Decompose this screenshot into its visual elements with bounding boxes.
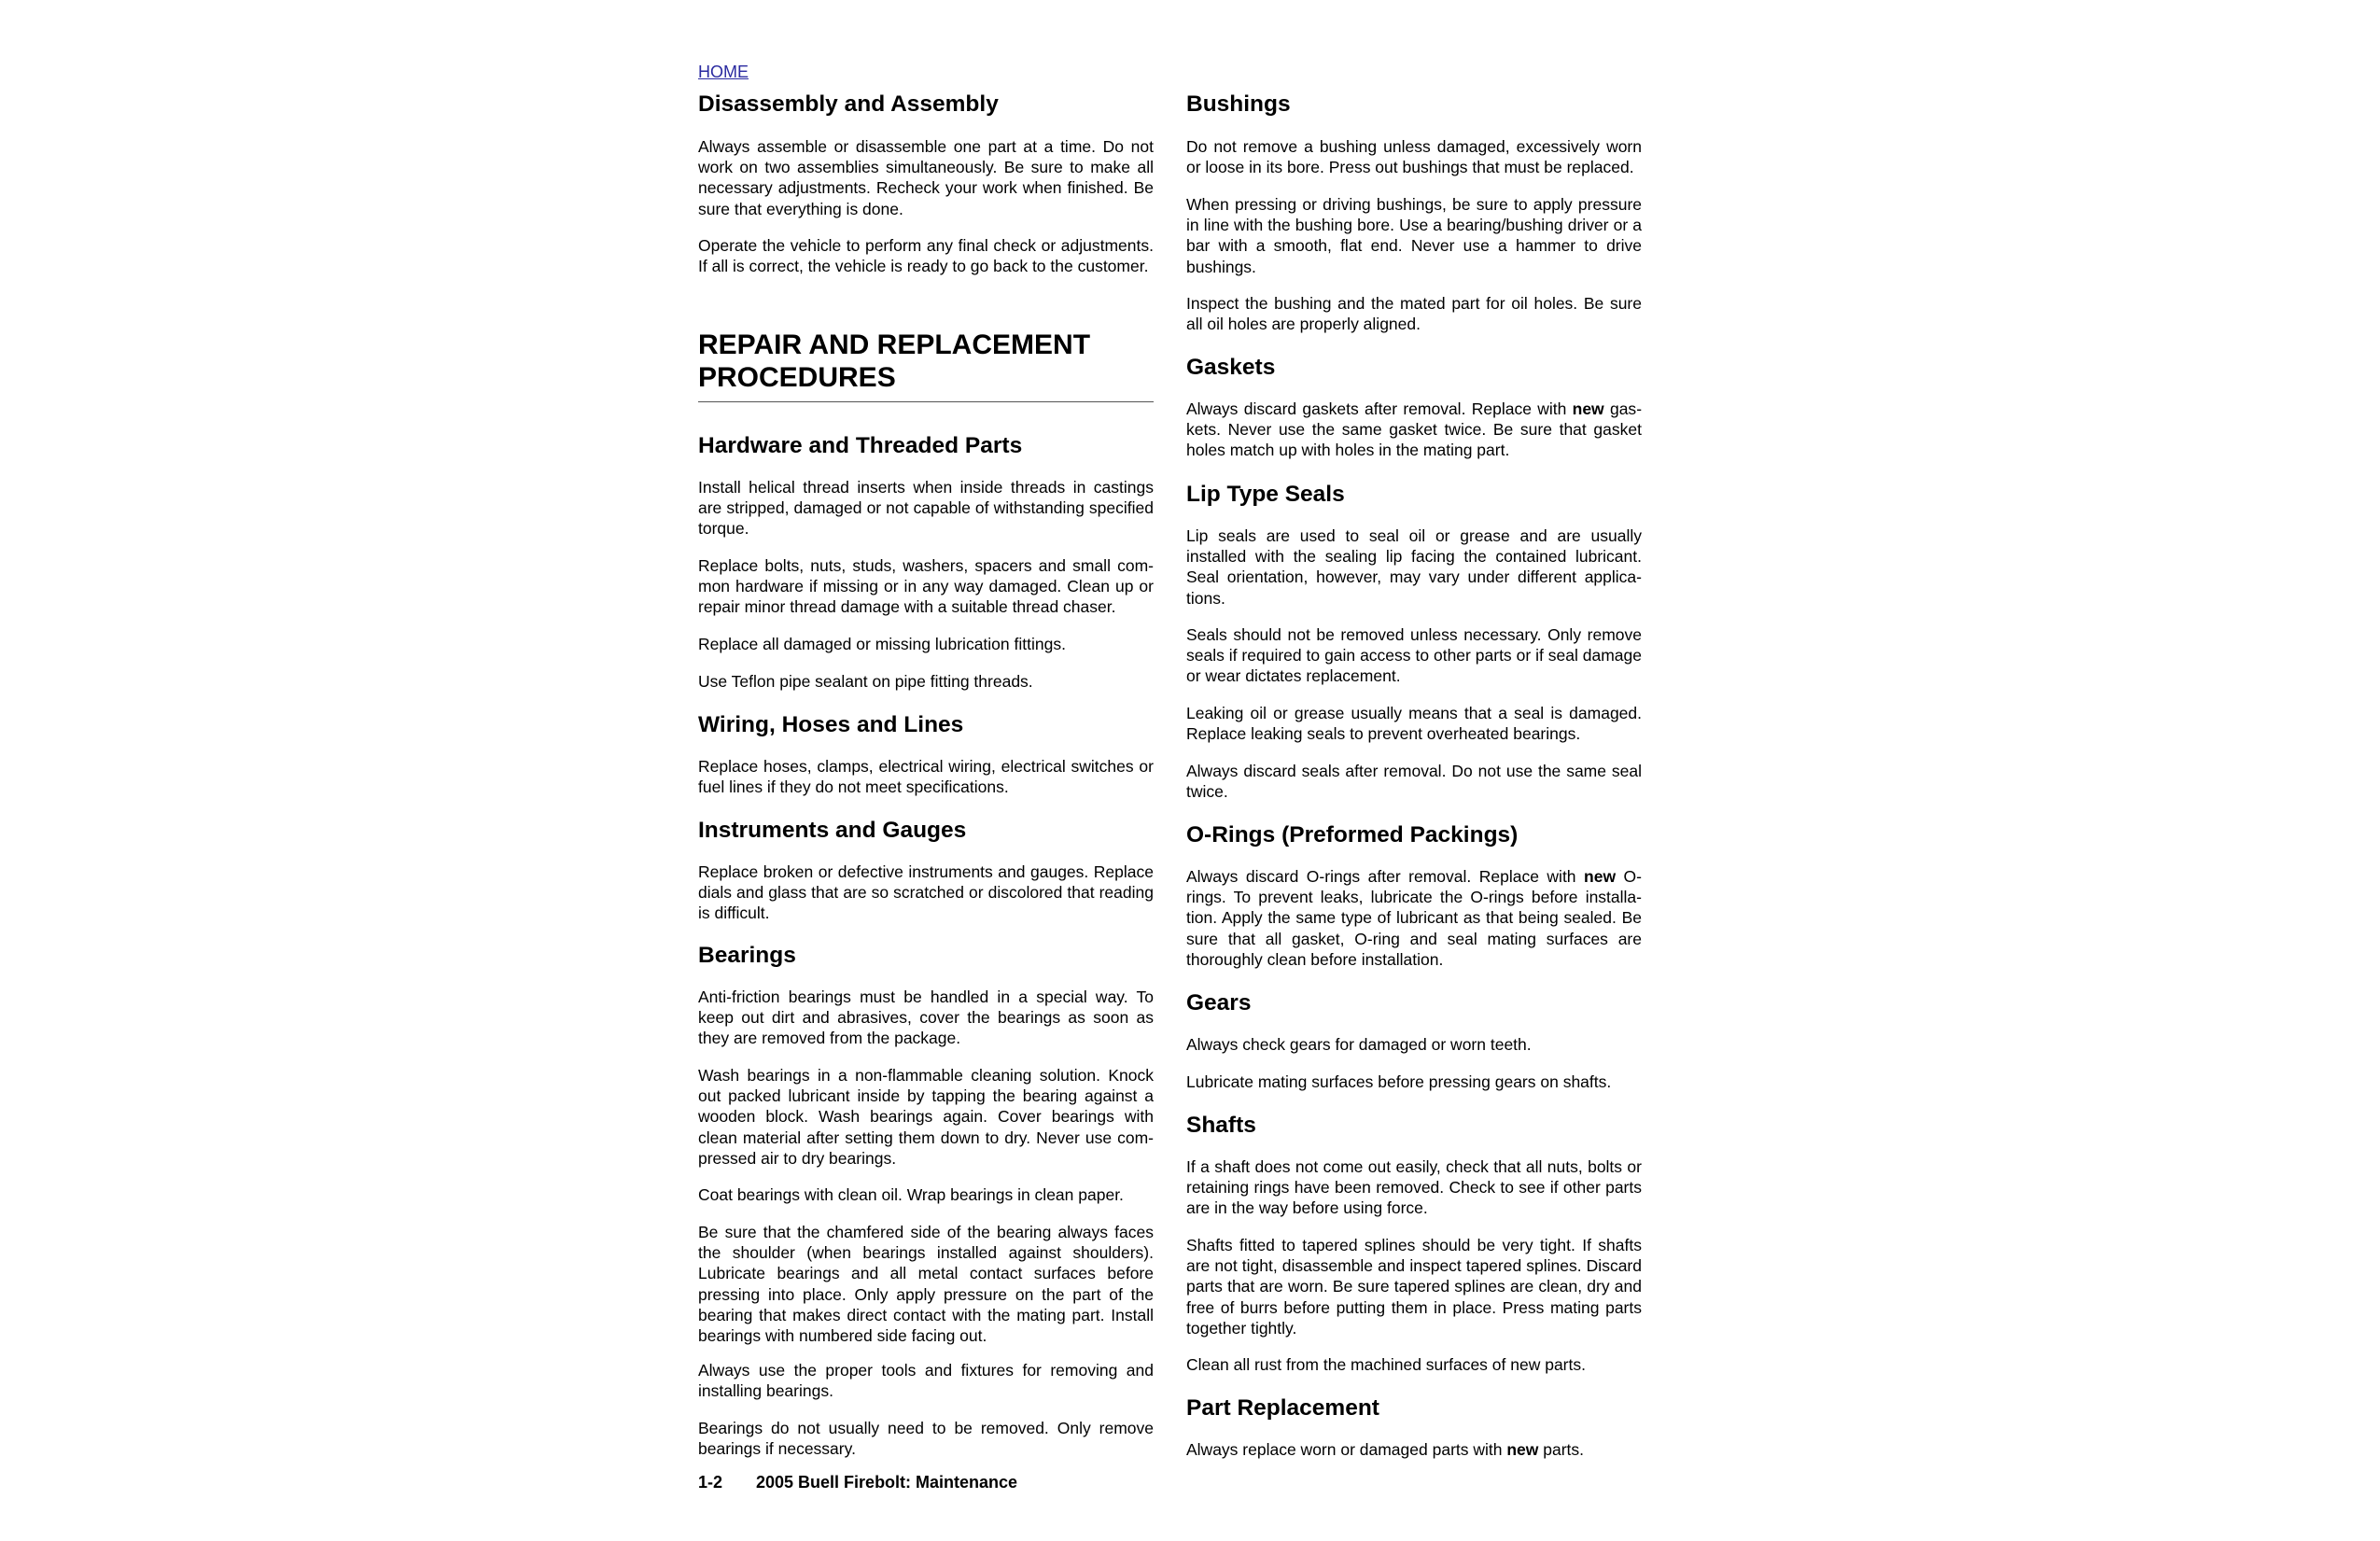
section-title: Gaskets [1186, 355, 1276, 380]
paragraph-block [1186, 1034, 1642, 1055]
paragraph-block [1186, 624, 1642, 687]
paragraph: Always use the proper tools and fixtures for removing and installing bearings. [698, 1361, 1154, 1401]
paragraph: Shafts fitted to tapered splines should be very tight. If shafts are not tight, disassemble and inspect tapered splines. Discard parts that are worn. Be sure tapered splines are clean, dry and free of burrs before putting them in place. Press mating parts together tightly. [1186, 1236, 1642, 1338]
paragraph: Wash bearings in a non-flammable cleaning solution. Knock out packed lubricant inside by tapping the bearing against a wooden block. Wash bearings again. Cover bearings with clean material after setting them down to dry. Never use compressed air to dry bearings. [698, 1066, 1154, 1168]
paragraph: If a shaft does not come out easily, check that all nuts, bolts or retaining rings have been removed. Check to see if other parts are in the way before using force. [1186, 1157, 1642, 1218]
paragraph-block [698, 477, 1154, 539]
paragraph: Lip seals are used to seal oil or grease and are usually installed with the sealing lip facing the contained lubricant. Seal orientation, however, may vary under different applications. [1186, 526, 1642, 608]
section-bearings [698, 942, 1154, 970]
paragraph: Coat bearings with clean oil. Wrap bearings in clean paper. [698, 1185, 1124, 1204]
text-run: O-rings. To prevent leaks, lubricate the O-rings before installation. Apply the same type of lubricant as that being sealed. Be sure that all gasket, O-ring and seal mating surfaces are thoroughly clean before installation. [1186, 867, 1642, 969]
paragraph: Replace bolts, nuts, studs, washers, spacers and small common hardware if missing or in any way damaged. Clean up or repair minor thread damage with a suitable thread chaser. [698, 556, 1154, 617]
paragraph: Be sure that the chamfered side of the bearing always faces the shoulder (when bearings installed against shoulders). Lubricate bearings and all metal contact surfaces before pressing into place. Only apply pressure on the part of the bearing that makes direct contact with the mating part. Install bearings with numbered side facing out. [698, 1223, 1154, 1346]
section-title: Instruments and Gauges [698, 818, 967, 843]
section-title: Gears [1186, 990, 1252, 1016]
paragraph: Always check gears for damaged or worn teeth. [1186, 1035, 1532, 1054]
section-hardware [698, 432, 1154, 460]
footer-title: 2005 Buell Firebolt: Maintenance [756, 1473, 1018, 1492]
section-title: Wiring, Hoses and Lines [698, 712, 964, 737]
paragraph-block [1186, 399, 1642, 461]
paragraph-block [698, 671, 1154, 692]
paragraph: Always assemble or disassemble one part at a time. Do not work on two assemblies simultaneously. Be sure to make all necessary adjustments. Recheck your work when finished. Be sure that everything is done. [698, 137, 1154, 218]
major-heading-line2: PROCEDURES [698, 362, 896, 393]
paragraph: Bearings do not usually need to be removed. Only remove bearings if necessary. [698, 1419, 1154, 1459]
paragraph-block [1186, 293, 1642, 334]
major-heading-line1: REPAIR AND REPLACEMENT [698, 329, 1091, 360]
paragraph: Inspect the bushing and the mated part for oil holes. Be sure all oil holes are properly aligned. [1186, 294, 1642, 334]
paragraph-block [698, 1184, 1154, 1205]
paragraph: Lubricate mating surfaces before pressing gears on shafts. [1186, 1072, 1612, 1091]
paragraph-block [1186, 525, 1642, 609]
paragraph-block [698, 1222, 1154, 1346]
paragraph: Seals should not be removed unless necessary. Only remove seals if required to gain access to other parts or if seal damage or wear dictates replacement. [1186, 625, 1642, 686]
paragraph-block [1186, 194, 1642, 277]
paragraph-block [698, 555, 1154, 618]
paragraph [1186, 1439, 1642, 1460]
paragraph-block [1186, 136, 1642, 177]
paragraph: Replace all damaged or missing lubrication fittings. [698, 635, 1066, 653]
paragraph-block [698, 987, 1154, 1049]
paragraph-block [698, 756, 1154, 797]
text-run: parts. [1538, 1440, 1585, 1459]
paragraph: Replace broken or defective instruments and gauges. Replace dials and glass that are so scratched or discolored that reading is difficult. [698, 862, 1154, 923]
paragraph-block [1186, 703, 1642, 744]
section-gears [1186, 989, 1642, 1017]
paragraph-block [698, 235, 1154, 276]
emphasis-new: new [1506, 1440, 1539, 1459]
home-link[interactable]: HOME [698, 63, 749, 81]
section-wiring [698, 711, 1154, 739]
text-run: Always discard gaskets after removal. Replace with [1186, 399, 1573, 418]
page-number: 1-2 [698, 1473, 723, 1492]
paragraph-block [1186, 761, 1642, 802]
paragraph-block [698, 634, 1154, 654]
paragraph: Replace hoses, clamps, electrical wiring, electrical switches or fuel lines if they do not meet specifications. [698, 757, 1154, 797]
paragraph-block [698, 862, 1154, 924]
section-partreplacement [1186, 1394, 1642, 1422]
paragraph: Install helical thread inserts when inside threads in castings are stripped, damaged or not capable of withstanding specified torque. [698, 478, 1154, 539]
section-gaskets [1186, 354, 1642, 382]
paragraph: Anti-friction bearings must be handled in a special way. To keep out dirt and abrasives, cover the bearings as soon as they are removed from the package. [698, 988, 1154, 1048]
section-title: Lip Type Seals [1186, 482, 1345, 507]
section-title: Bearings [698, 943, 796, 968]
text-run: Always replace worn or damaged parts with [1186, 1440, 1507, 1459]
section-title: Hardware and Threaded Parts [698, 433, 1023, 458]
paragraph: Operate the vehicle to perform any final check or adjustments. If all is correct, the vehicle is ready to go back to the customer. [698, 236, 1154, 276]
section-lipseals [1186, 481, 1642, 509]
paragraph-block [698, 1065, 1154, 1169]
section-instruments [698, 817, 1154, 845]
paragraph: Leaking oil or grease usually means that a seal is damaged. Replace leaking seals to prevent overheated bearings. [1186, 704, 1642, 744]
paragraph-block [1186, 1156, 1642, 1219]
section-title: Disassembly and Assembly [698, 91, 999, 117]
section-divider [698, 401, 1154, 402]
page-footer [698, 1473, 1017, 1492]
paragraph [1186, 866, 1642, 970]
major-heading [698, 329, 1154, 394]
section-orings [1186, 821, 1642, 849]
text-run: Always discard O-rings after removal. Replace with [1186, 867, 1585, 886]
paragraph-block [1186, 1439, 1642, 1460]
emphasis-new: new [1584, 867, 1617, 886]
paragraph: When pressing or driving bushings, be sure to apply pressure in line with the bushing bore. Use a bearing/bushing driver or a bar with a smooth, flat end. Never use a hammer to drive bushings. [1186, 195, 1642, 276]
section-shafts [1186, 1112, 1642, 1140]
paragraph: Do not remove a bushing unless damaged, excessively worn or loose in its bore. Press out bushings that must be replaced. [1186, 137, 1642, 177]
paragraph-block [698, 136, 1154, 219]
paragraph: Always discard seals after removal. Do not use the same seal twice. [1186, 762, 1642, 802]
section-title: Shafts [1186, 1113, 1256, 1138]
section-title: Part Replacement [1186, 1395, 1379, 1421]
paragraph-block [1186, 866, 1642, 970]
paragraph-block [1186, 1235, 1642, 1338]
paragraph [1186, 399, 1642, 461]
section-title: O-Rings (Preformed Packings) [1186, 822, 1519, 848]
section-bushings [1186, 91, 1642, 119]
text-run: gaskets. Never use the same gasket twice. Be sure that gasket holes match up with holes in the mating part. [1186, 399, 1643, 460]
section-title: Bushings [1186, 91, 1291, 117]
paragraph-block [698, 1418, 1154, 1459]
paragraph: Use Teflon pipe sealant on pipe fitting threads. [698, 672, 1033, 691]
emphasis-new: new [1572, 399, 1604, 418]
section-disassembly [698, 91, 1154, 119]
paragraph: Clean all rust from the machined surfaces of new parts. [1186, 1355, 1586, 1374]
paragraph-block [698, 1360, 1154, 1401]
paragraph-block [1186, 1072, 1642, 1092]
paragraph-block [1186, 1354, 1642, 1375]
